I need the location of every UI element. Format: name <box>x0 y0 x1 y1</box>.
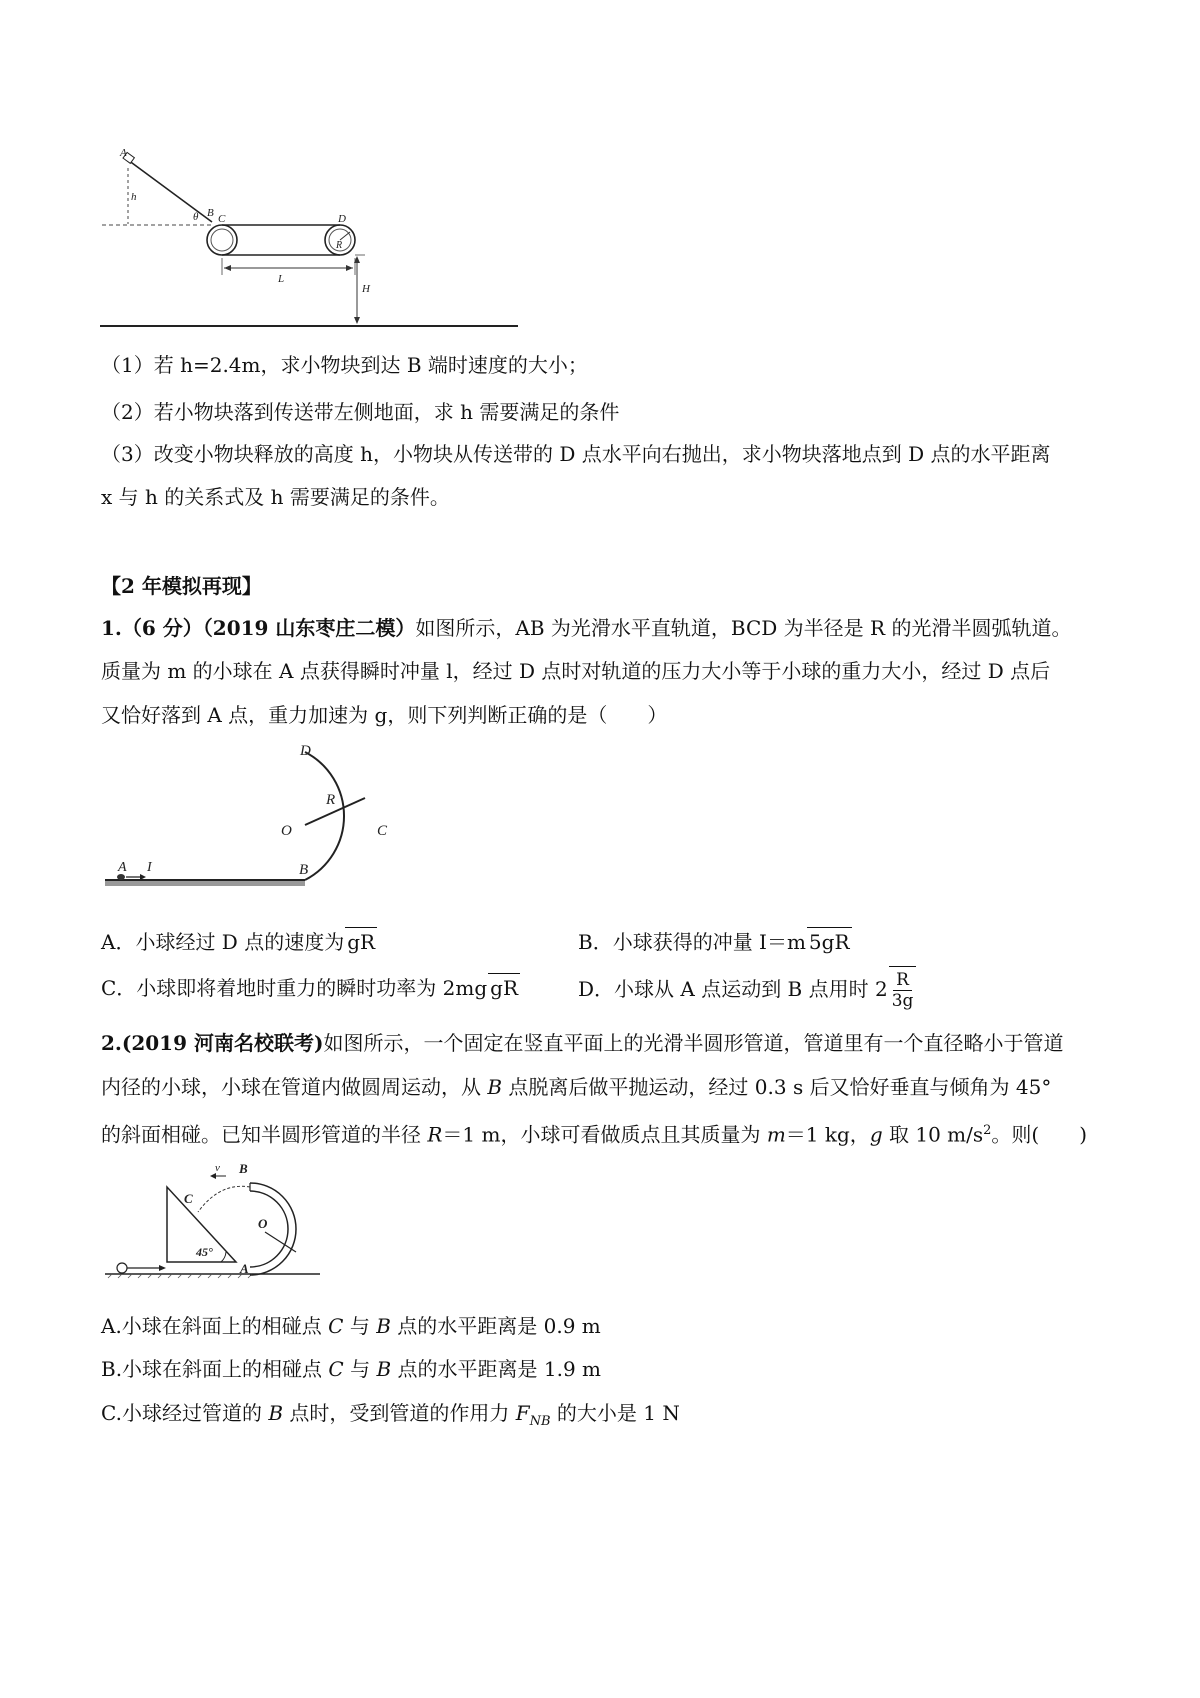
pipe-outer <box>250 1183 296 1275</box>
label-D: D <box>338 213 346 225</box>
q2-option-c-text3: 的大小是 1 N <box>550 1401 680 1425</box>
q1-option-b[interactable] <box>578 927 852 956</box>
q2-stem-b2: 点脱离后做平抛运动，经过 0.3 s 后又恰好垂直与倾角为 45° <box>502 1075 1052 1099</box>
var-B: B <box>376 1357 392 1381</box>
q0-part3-line1: （3）改变小物块释放的高度 h，小物块从传送带的 D 点水平向右抛出，求小物块落地点到 D 点的水平距离 <box>101 442 1051 466</box>
label-45: 45° <box>196 1245 213 1259</box>
q2-option-a-text1: A.小球在斜面上的相碰点 <box>101 1314 329 1338</box>
q2-stem-c3: ＝1 kg， <box>785 1122 870 1147</box>
q0-part1: （1）若 h=2.4m，求小物块到达 B 端时速度的大小； <box>101 353 588 377</box>
figure-incline-conveyor <box>100 140 530 345</box>
var-g: g <box>869 1122 883 1147</box>
q1-score: （6 分） <box>121 616 203 640</box>
fraction <box>892 970 914 1011</box>
q2-stem-line3 <box>101 1117 1087 1149</box>
sqrt-frac <box>889 966 917 1011</box>
q2-option-b-text1: B.小球在斜面上的相碰点 <box>101 1357 329 1381</box>
q1-stem-line2: 质量为 m 的小球在 A 点获得瞬时冲量 l，经过 D 点时对轨道的压力大小等于小球的重力大小，经过 D 点后 <box>101 659 1051 683</box>
label-A: A <box>120 147 127 159</box>
q1-option-a[interactable] <box>101 927 377 956</box>
q2-option-c[interactable] <box>101 1399 680 1436</box>
figure-pipe-incline <box>100 1160 330 1290</box>
label-I: I <box>147 860 152 875</box>
q1-stem-a: 如图所示，AB 为光滑水平直轨道，BCD 为半径是 R 的光滑半圆弧轨道。 <box>415 616 1072 640</box>
q1-option-c-text: C．小球即将着地时重力的瞬时功率为 2mg <box>101 976 488 1000</box>
q2-stem-c2: ＝1 m，小球可看做质点且其质量为 <box>442 1122 767 1147</box>
q1-option-c[interactable] <box>101 973 520 1002</box>
q2-option-c-text2: 点时，受到管道的作用力 <box>283 1401 516 1425</box>
var-R: R <box>427 1122 443 1147</box>
label-A: A <box>240 1261 249 1276</box>
label-B: B <box>299 862 309 878</box>
q2-option-b-text3: 点的水平距离是 1.9 m <box>391 1357 601 1381</box>
var-C: C <box>328 1357 344 1381</box>
label-C: C <box>377 823 388 839</box>
label-C: C <box>184 1191 193 1206</box>
figure-semicircle-track <box>100 740 420 890</box>
var-B: B <box>268 1401 284 1425</box>
q1-option-d-text: D．小球从 A 点运动到 B 点用时 2 <box>578 977 888 1001</box>
trajectory <box>198 1186 250 1212</box>
q2-option-a-text2: 与 <box>343 1314 377 1338</box>
q1-option-b-text: B．小球获得的冲量 I＝m <box>578 930 806 954</box>
label-D: D <box>300 743 311 759</box>
var-C: C <box>328 1314 344 1338</box>
sqrt-gR: gR <box>345 927 377 956</box>
q2-option-b-text2: 与 <box>343 1357 377 1381</box>
q2-option-c-text1: C.小球经过管道的 <box>101 1401 269 1425</box>
fraction-numerator: R <box>893 970 912 991</box>
radius-line <box>265 1232 296 1252</box>
q1-number: 1. <box>101 616 122 640</box>
label-h: h <box>131 191 137 203</box>
label-C: C <box>218 213 226 225</box>
q0-part3-line2: x 与 h 的关系式及 h 需要满足的条件。 <box>101 485 450 509</box>
label-O: O <box>258 1216 268 1231</box>
q1-stem-line1 <box>101 614 1071 642</box>
pipe-inner <box>250 1191 288 1267</box>
fraction-denominator: 3g <box>891 991 914 1011</box>
q1-option-d[interactable] <box>578 966 916 1011</box>
label-A: A <box>118 860 127 875</box>
q2-option-a[interactable] <box>101 1312 601 1340</box>
label-R: R <box>336 240 343 251</box>
var-m: m <box>766 1122 786 1147</box>
q2-stem-a: 如图所示，一个固定在竖直平面上的光滑半圆形管道，管道里有一个直径略小于管道 <box>323 1031 1064 1055</box>
q2-number: 2. <box>101 1031 122 1055</box>
ball <box>117 1263 127 1273</box>
label-theta: θ <box>193 211 199 223</box>
subscript-NB: NB <box>529 1414 551 1429</box>
q2-option-a-text3: 点的水平距离是 0.9 m <box>390 1314 601 1338</box>
q2-source: (2019 河南名校联考) <box>121 1031 324 1055</box>
sqrt-5gR: 5gR <box>807 927 852 956</box>
q2-stem-line2 <box>101 1073 1051 1101</box>
q2-stem-b1: 内径的小球，小球在管道内做圆周运动，从 <box>101 1075 488 1099</box>
q2-stem-line1 <box>101 1029 1063 1057</box>
label-B: B <box>207 207 214 219</box>
q1-stem-line3: 又恰好落到 A 点，重力加速为 g，则下列判断正确的是（ ） <box>101 703 668 727</box>
q2-option-b[interactable] <box>101 1355 601 1383</box>
incline <box>128 160 212 222</box>
q2-stem-c1: 的斜面相碰。已知半圆形管道的半径 <box>101 1122 428 1147</box>
q2-stem-c5: 。则( ) <box>991 1122 1088 1147</box>
var-B: B <box>376 1314 391 1338</box>
sqrt-gR: gR <box>488 973 520 1002</box>
var-B: B <box>487 1075 503 1099</box>
section-title: 【2 年模拟再现】 <box>101 574 262 598</box>
label-B: B <box>239 1161 248 1176</box>
var-F: F <box>515 1401 530 1425</box>
label-O: O <box>281 823 292 839</box>
q2-stem-c4: 取 10 m/s <box>882 1122 984 1147</box>
q1-source: （2019 山东枣庄二模） <box>202 616 416 640</box>
q0-part2: （2）若小物块落到传送带左侧地面，求 h 需要满足的条件 <box>101 400 620 424</box>
label-L: L <box>278 273 285 285</box>
superscript-2: 2 <box>983 1123 992 1138</box>
label-v: v <box>215 1162 220 1174</box>
label-H: H <box>362 283 370 295</box>
label-R: R <box>326 792 336 808</box>
q1-option-a-text: A．小球经过 D 点的速度为 <box>101 930 345 954</box>
